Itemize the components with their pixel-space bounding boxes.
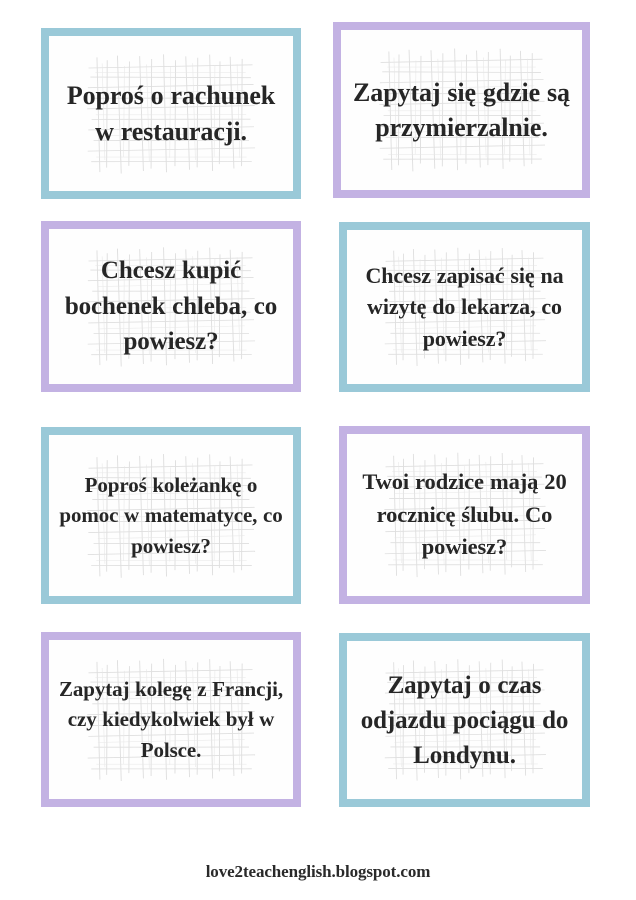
prompt-card[interactable] xyxy=(339,633,590,807)
card-prompt-text: Poproś koleżankę o pomoc w matematyce, co powiesz? xyxy=(59,473,283,558)
card-prompt-text: Chcesz zapisać się na wizytę do lekarza, co powiesz? xyxy=(365,263,564,351)
prompt-card[interactable] xyxy=(41,28,301,199)
card-inner xyxy=(347,434,582,596)
card-prompt-text: Poproś o rachunek w restauracji. xyxy=(66,80,276,146)
page-footer xyxy=(0,862,636,882)
card-prompt-text: Zapytaj się gdzie są przymierzalnie. xyxy=(353,77,570,142)
card-inner xyxy=(347,641,582,799)
card-inner xyxy=(49,640,293,799)
card-inner xyxy=(49,435,293,596)
prompt-card[interactable] xyxy=(41,632,301,807)
card-inner xyxy=(49,229,293,384)
card-inner xyxy=(49,36,293,191)
prompt-card[interactable] xyxy=(333,22,590,198)
card-prompt-text: Chcesz kupić bochenek chleba, co powiesz? xyxy=(64,257,278,356)
prompt-card[interactable] xyxy=(41,427,301,604)
card-prompt-text: Zapytaj kolegę z Francji, czy kiedykolwiek był w Polsce. xyxy=(58,676,284,762)
card-inner xyxy=(341,30,582,190)
prompt-card[interactable] xyxy=(41,221,301,392)
card-prompt-text: Zapytaj o czas odjazdu pociągu do Londynu. xyxy=(360,671,569,769)
prompt-card[interactable] xyxy=(339,426,590,604)
prompt-card[interactable] xyxy=(339,222,590,392)
card-inner xyxy=(347,230,582,384)
card-prompt-text: Twoi rodzice mają 20 rocznicę ślubu. Co powiesz? xyxy=(362,469,567,560)
blog-credit-text: love2teachenglish.blogspot.com xyxy=(205,862,431,881)
